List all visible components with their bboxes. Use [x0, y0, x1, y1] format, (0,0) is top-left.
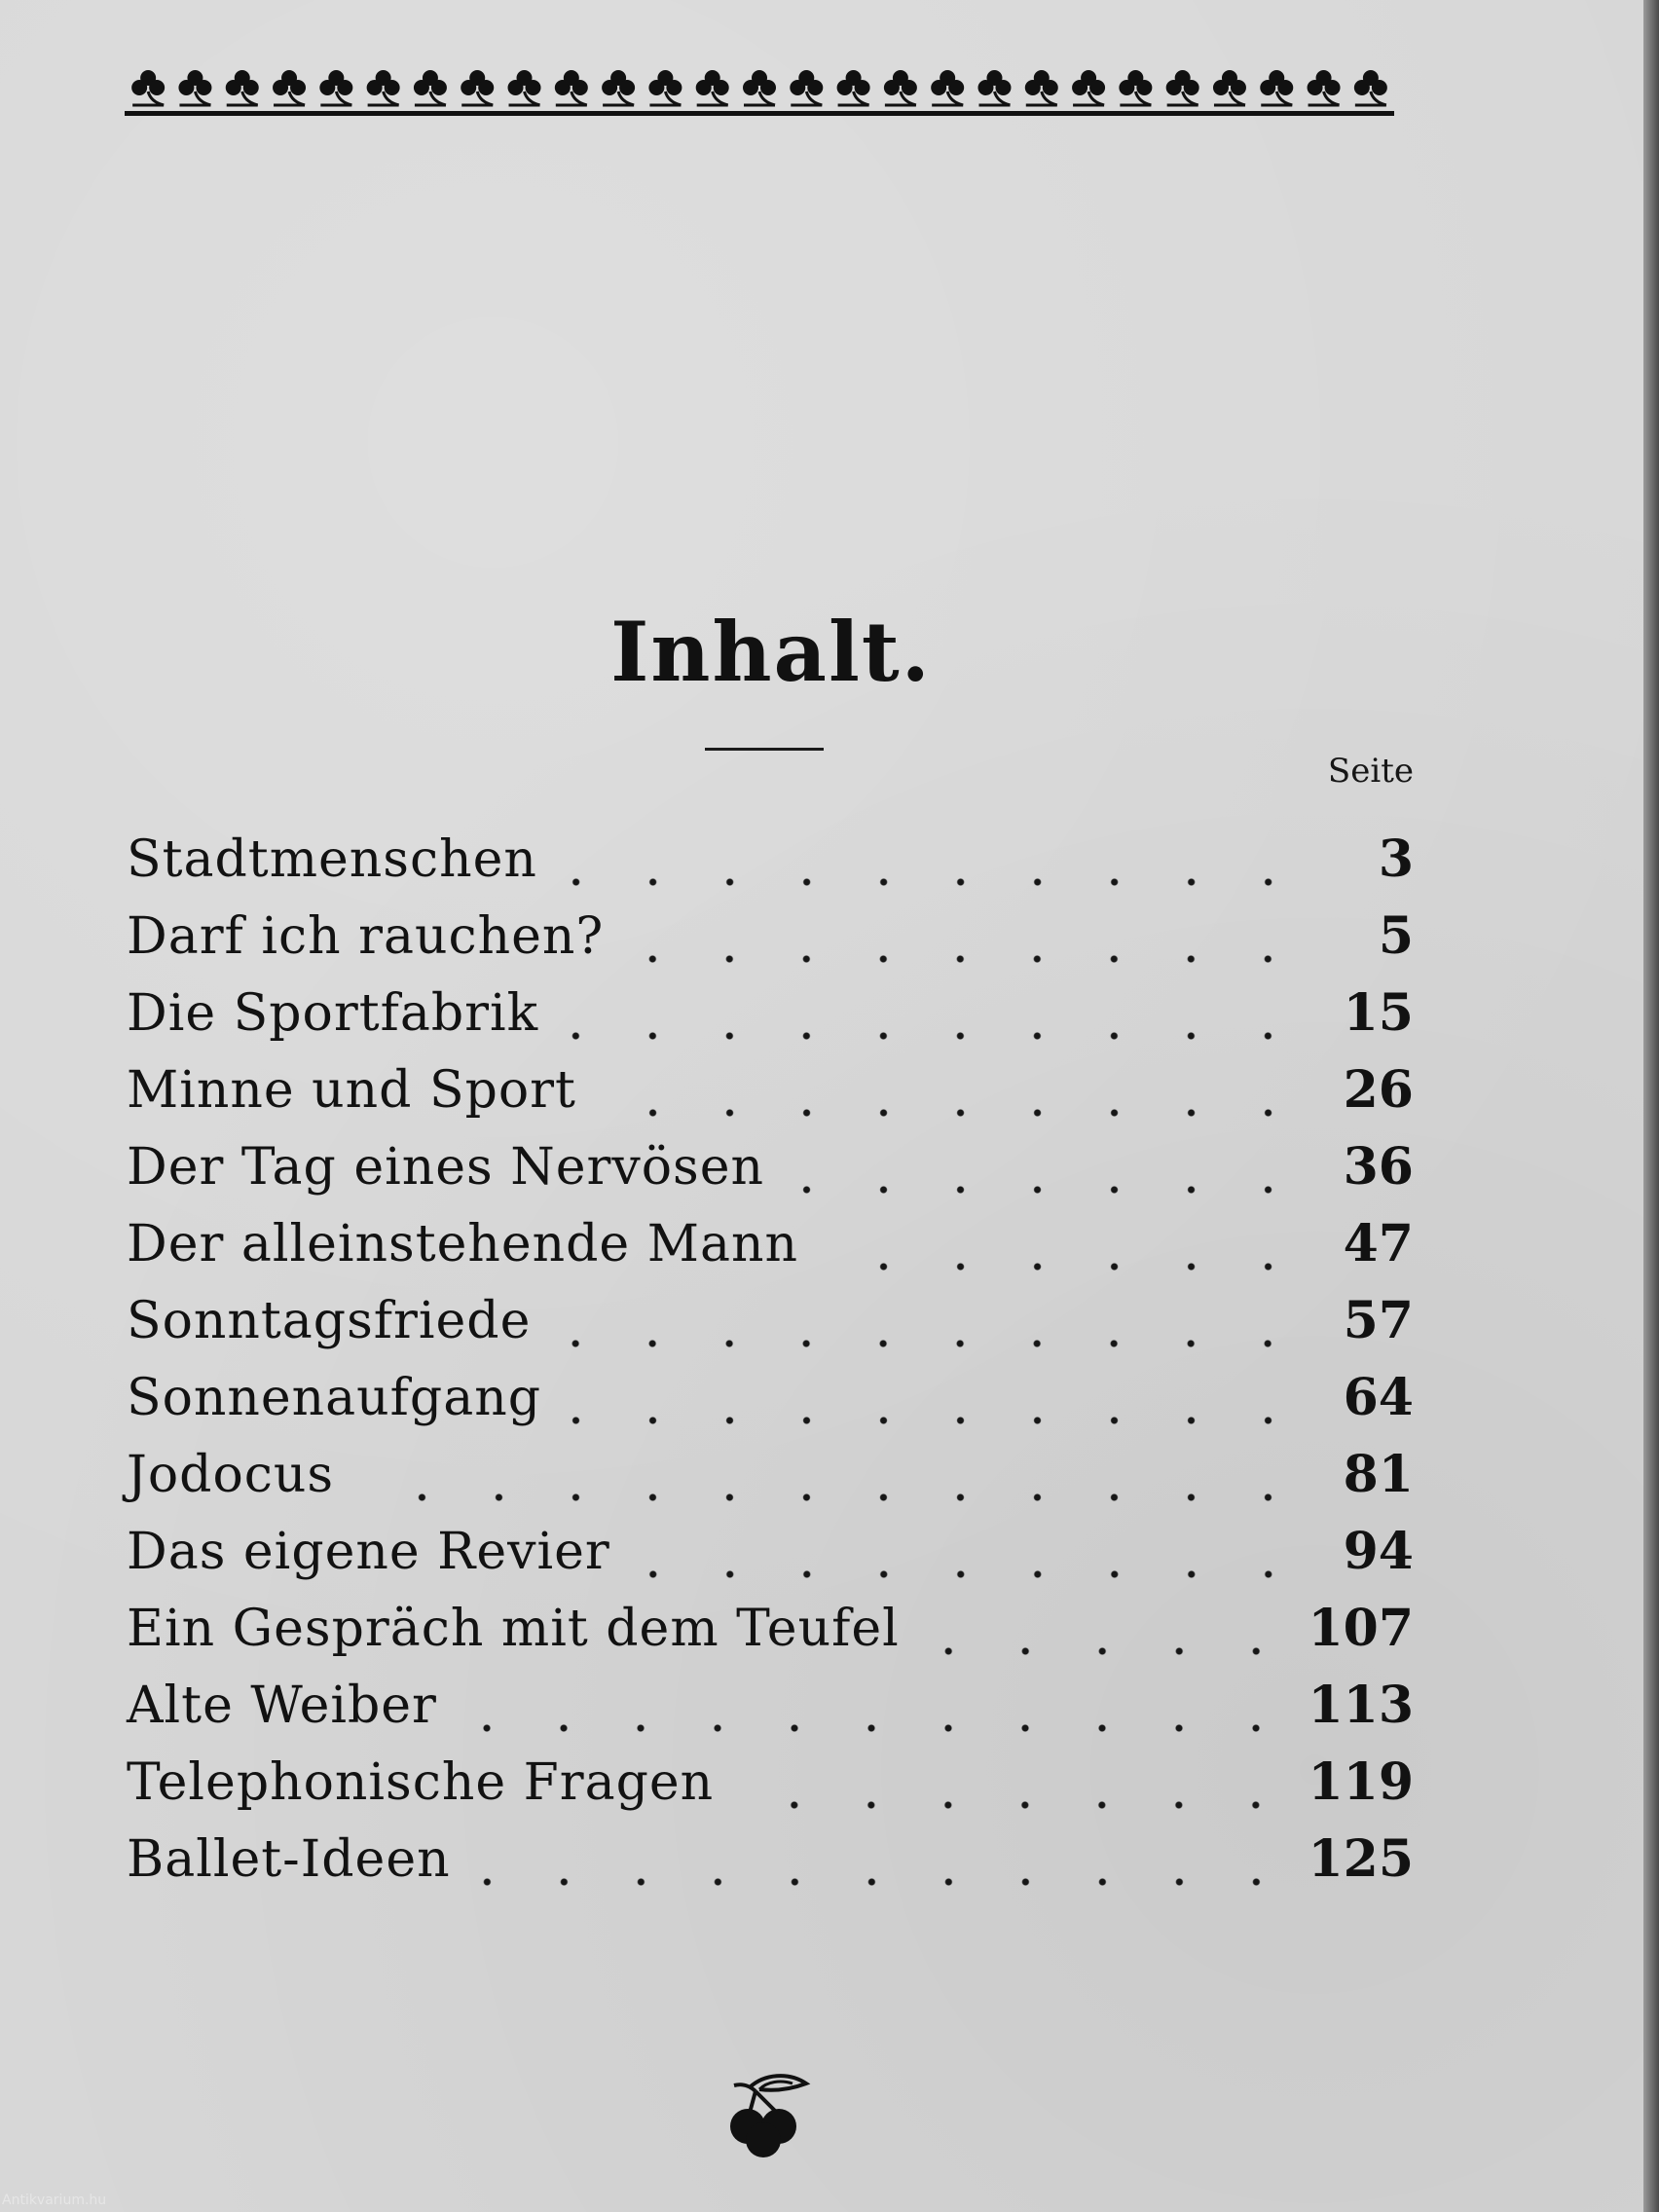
- toc-entry-page: 26: [1343, 1060, 1414, 1120]
- clover-ornament-icon: [696, 70, 729, 105]
- dot-leader: [355, 1492, 1307, 1503]
- dot-leader: [625, 953, 1307, 965]
- toc-entry-page: 81: [1343, 1445, 1414, 1504]
- dot-leader: [560, 1030, 1307, 1042]
- clover-ornament-icon: [273, 70, 306, 105]
- clover-ornament-icon: [1025, 70, 1058, 105]
- toc-entry-page: 64: [1343, 1368, 1414, 1427]
- clover-ornament-icon: [178, 70, 211, 105]
- toc-entry-title: Der Tag eines Nervösen: [127, 1138, 764, 1197]
- clover-ornament-icon: [602, 70, 635, 105]
- dot-leader: [786, 1184, 1307, 1196]
- toc-entry-title: Jodocus: [127, 1446, 335, 1504]
- clover-ornament-icon: [884, 70, 917, 105]
- dot-leader: [598, 1107, 1307, 1119]
- toc-entry[interactable]: [127, 1445, 1414, 1522]
- dot-leader: [472, 1876, 1295, 1888]
- dot-leader: [921, 1645, 1295, 1657]
- toc-entry[interactable]: [127, 1522, 1414, 1599]
- toc-entry-title: Die Sportfabrik: [127, 984, 539, 1043]
- toc-entry-page: 36: [1343, 1137, 1414, 1197]
- toc-entry-title: Ballet-Ideen: [127, 1830, 451, 1889]
- clover-ornament-icon: [837, 70, 870, 105]
- clover-border-ornament: [125, 60, 1394, 123]
- toc-entry[interactable]: [127, 1676, 1414, 1752]
- toc-entry-page: 94: [1343, 1522, 1414, 1581]
- clover-ornament-icon: [1260, 70, 1293, 105]
- toc-entry-page: 3: [1378, 830, 1414, 889]
- clover-ornament-icon: [743, 70, 776, 105]
- toc-entry[interactable]: [127, 906, 1414, 983]
- clover-ornament-icon: [977, 70, 1011, 105]
- clover-ornament-icon: [648, 70, 682, 105]
- toc-entry[interactable]: [127, 1599, 1414, 1676]
- toc-entry-page: 5: [1378, 906, 1414, 966]
- clover-ornament-icon: [226, 70, 259, 105]
- toc-entry-page: 119: [1308, 1752, 1414, 1812]
- toc-entry-title: Telephonische Fragen: [127, 1753, 715, 1812]
- toc-entry-page: 125: [1308, 1829, 1414, 1889]
- clover-ornament-icon: [131, 70, 165, 105]
- toc-entry[interactable]: [127, 1368, 1414, 1445]
- toc-entry-title: Der alleinstehende Mann: [127, 1215, 798, 1273]
- clover-ornament-icon: [1072, 70, 1105, 105]
- clover-ornament-icon: [1213, 70, 1246, 105]
- toc-entry[interactable]: [127, 1137, 1414, 1214]
- toc-entry-title: Alte Weiber: [127, 1677, 437, 1735]
- toc-entry-title: Sonntagsfriede: [127, 1292, 532, 1350]
- page-edge-shadow: [1643, 0, 1659, 2212]
- ornament-rule: [125, 111, 1394, 116]
- clover-ornament-icon: [508, 70, 541, 105]
- clover-ornament-icon: [461, 70, 494, 105]
- page-title: Inhalt.: [610, 604, 932, 700]
- dot-leader: [820, 1261, 1307, 1272]
- clover-ornament-icon: [319, 70, 352, 105]
- toc-entry-page: 107: [1308, 1599, 1414, 1658]
- ornament-svg: [125, 60, 1394, 123]
- toc-entry[interactable]: [127, 1752, 1414, 1829]
- toc-entry[interactable]: [127, 1829, 1414, 1906]
- title-underline-rule: [705, 748, 824, 751]
- table-of-contents: [127, 830, 1414, 1906]
- toc-entry[interactable]: [127, 1214, 1414, 1291]
- clover-ornament-icon: [555, 70, 588, 105]
- ornament-glyphs: [131, 70, 1387, 105]
- clover-ornament-icon: [790, 70, 823, 105]
- toc-entry-title: Das eigene Revier: [127, 1523, 610, 1581]
- clover-ornament-icon: [1308, 70, 1341, 105]
- cherry-vignette-icon: [720, 2070, 818, 2163]
- dot-leader: [559, 876, 1307, 888]
- dot-leader: [563, 1415, 1307, 1426]
- clover-ornament-icon: [1354, 70, 1387, 105]
- cherry-vignette-svg: [720, 2070, 818, 2163]
- toc-entry[interactable]: [127, 1060, 1414, 1137]
- toc-entry-page: 57: [1343, 1291, 1414, 1350]
- toc-entry-page: 47: [1343, 1214, 1414, 1273]
- dot-leader: [632, 1568, 1307, 1580]
- clover-ornament-icon: [367, 70, 400, 105]
- toc-entry[interactable]: [127, 1291, 1414, 1368]
- clover-ornament-icon: [414, 70, 447, 105]
- dot-leader: [735, 1799, 1294, 1811]
- page-column-label: Seite: [1327, 752, 1414, 791]
- clover-ornament-icon: [1119, 70, 1152, 105]
- toc-entry-page: 113: [1308, 1676, 1414, 1735]
- toc-entry-page: 15: [1343, 983, 1414, 1043]
- toc-entry[interactable]: [127, 830, 1414, 906]
- toc-entry-title: Ein Gespräch mit dem Teufel: [127, 1600, 900, 1658]
- clover-ornament-icon: [931, 70, 964, 105]
- toc-entry[interactable]: [127, 983, 1414, 1060]
- watermark-text: Antikvarium.hu: [2, 2193, 107, 2208]
- toc-entry-title: Stadtmenschen: [127, 830, 537, 889]
- dot-leader: [459, 1722, 1295, 1734]
- toc-entry-title: Minne und Sport: [127, 1061, 576, 1120]
- toc-entry-title: Sonnenaufgang: [127, 1369, 541, 1427]
- dot-leader: [552, 1338, 1307, 1349]
- toc-entry-title: Darf ich rauchen?: [127, 907, 605, 966]
- clover-ornament-icon: [1166, 70, 1199, 105]
